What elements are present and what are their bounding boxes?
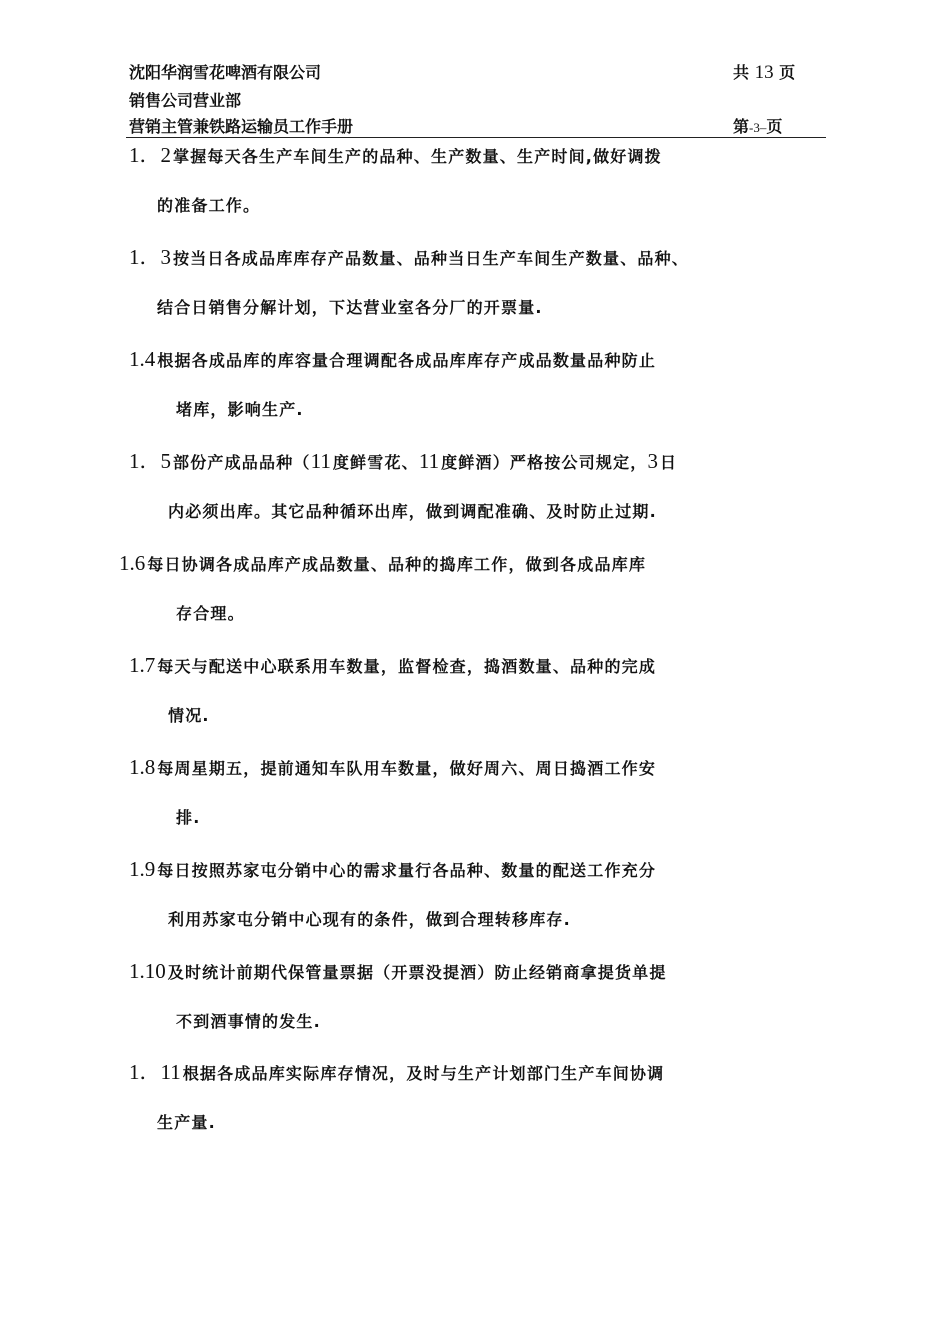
item-1-7-line1 [129, 653, 656, 679]
item-text-num1: 11 [310, 449, 331, 473]
item-1-2-line2: 的准备工作。 [157, 196, 261, 215]
item-1-10-line2: 不到酒事情的发生. [176, 1012, 321, 1031]
manual-title: 营销主管兼铁路运输员工作手册 [129, 117, 354, 136]
item-1-5-line1 [129, 449, 677, 475]
item-number: 1．2 [129, 143, 171, 167]
item-text: 根据各成品库的库容量合理调配各成品库库存产成品数量品种防止 [157, 351, 657, 370]
page-number [733, 117, 782, 138]
item-text-b: 度鲜雪花、 [332, 453, 419, 472]
item-text-num2: 11 [418, 449, 440, 473]
item-text: 掌握每天各生产车间生产的品种、生产数量、生产时间,做好调拨 [173, 147, 662, 166]
item-1-7-line2: 情况. [168, 706, 210, 725]
item-1-8-line1 [129, 755, 656, 781]
item-text: 每天与配送中心联系用车数量，监督检查，捣酒数量、品种的完成 [157, 657, 657, 676]
item-text: 按当日各成品库库存产品数量、品种当日生产车间生产数量、品种、 [173, 249, 690, 268]
item-1-11-line1 [129, 1060, 664, 1086]
total-pages [733, 63, 795, 83]
item-text: 每周星期五，提前通知车队用车数量，做好周六、周日捣酒工作安 [157, 759, 657, 778]
item-number: 1．5 [129, 449, 171, 473]
item-text: 每日按照苏家屯分销中心的需求量行各品种、数量的配送工作充分 [157, 861, 657, 880]
item-number: 1．3 [129, 245, 171, 269]
item-1-3-line2: 结合日销售分解计划，下达营业室各分厂的开票量. [157, 298, 543, 317]
header-divider [126, 137, 826, 138]
item-1-10-line1 [129, 959, 667, 985]
company-name: 沈阳华润雪花啤酒有限公司 [129, 63, 322, 82]
item-number: 1.4 [129, 347, 156, 371]
total-prefix: 共 [733, 63, 750, 82]
item-1-6-line1 [119, 551, 646, 577]
item-1-9-line2: 利用苏家屯分销中心现有的条件，做到合理转移库存. [168, 910, 571, 929]
item-1-5-line2: 内必须出库。其它品种循环出库，做到调配准确、及时防止过期. [168, 502, 657, 521]
item-text: 根据各成品库实际库存情况，及时与生产计划部门生产车间协调 [182, 1064, 665, 1083]
item-number: 1.8 [129, 755, 156, 779]
item-text-a: 部份产成品品种（ [173, 453, 311, 472]
item-text: 每日协调各成品库产成品数量、品种的捣库工作，做到各成品库库 [147, 555, 647, 574]
item-1-8-line2: 排. [176, 808, 201, 827]
item-1-4-line2: 堵库，影响生产. [176, 400, 304, 419]
item-1-11-line2: 生产量. [157, 1113, 216, 1132]
item-1-2-line1 [129, 143, 662, 169]
item-number: 1.10 [129, 959, 166, 983]
item-text-num3: 3 [647, 449, 658, 473]
page-suffix: 页 [766, 117, 783, 136]
item-1-3-line1 [129, 245, 689, 271]
item-number: 1.7 [129, 653, 156, 677]
item-1-6-line2: 存合理。 [176, 604, 245, 623]
item-text-d: 日 [660, 453, 678, 472]
total-suffix: 页 [779, 63, 796, 82]
total-pages-number: 13 [754, 62, 774, 83]
item-1-9-line1 [129, 857, 656, 883]
item-text-c: 度鲜酒）严格按公司规定， [441, 453, 648, 472]
item-1-4-line1 [129, 347, 656, 373]
item-number: 1.6 [119, 551, 146, 575]
item-number: 1.9 [129, 857, 156, 881]
item-text: 及时统计前期代保管量票据（开票没提酒）防止经销商拿提货单提 [167, 963, 667, 982]
page-number-value: -3– [749, 120, 767, 135]
item-number: 1．11 [129, 1060, 181, 1084]
page-prefix: 第 [733, 117, 750, 136]
department-name: 销售公司营业部 [129, 91, 242, 110]
